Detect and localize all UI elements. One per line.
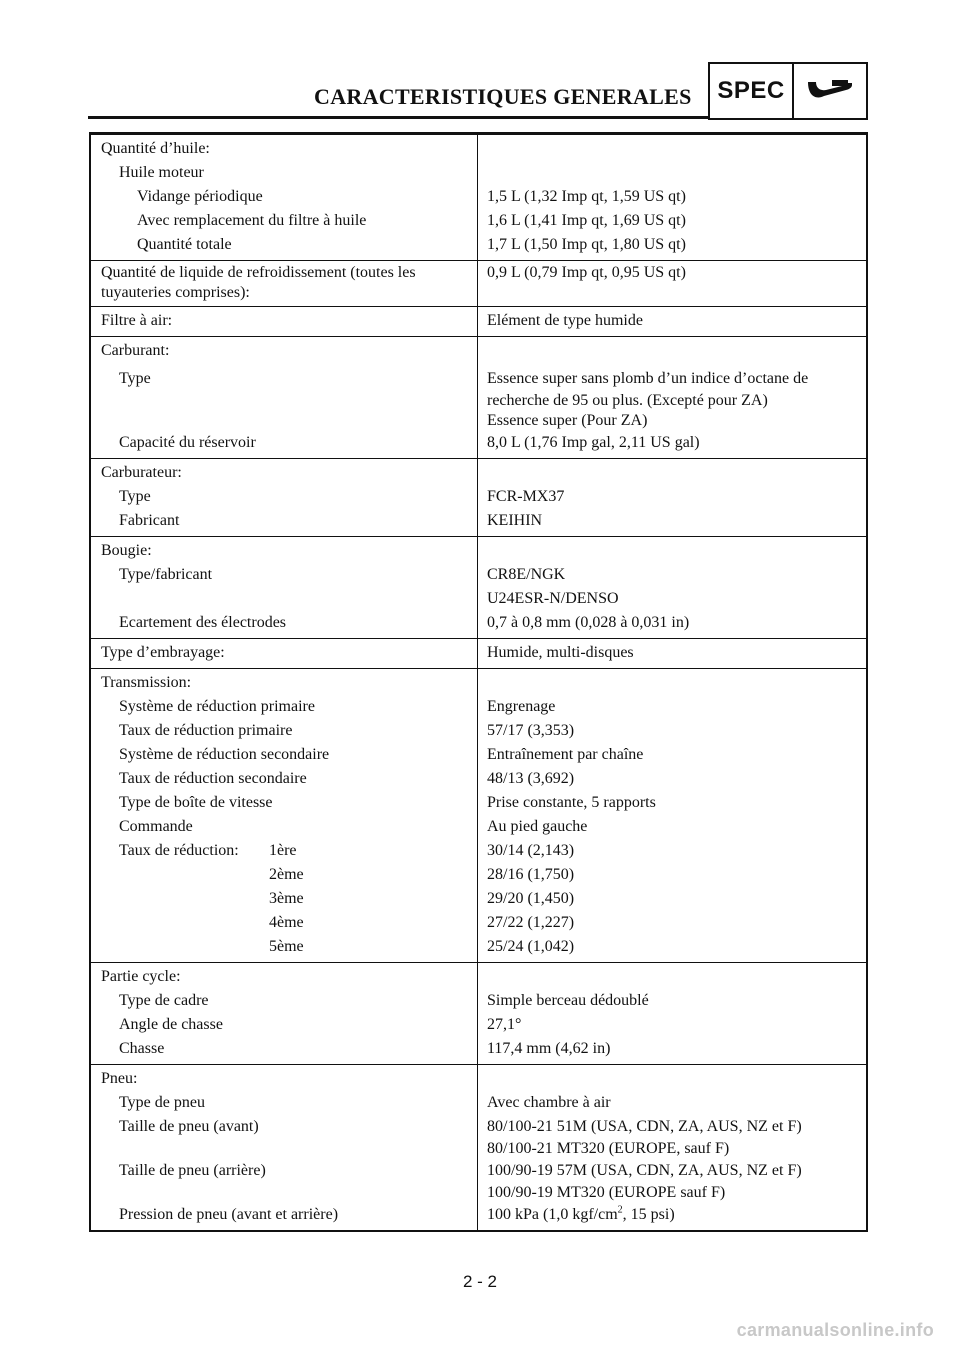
spec-label: Type de cadre [119,992,209,1009]
spec-value: 29/20 (1,450) [487,890,575,907]
spec-value-continued: U24ESR-N/DENSO [487,590,619,607]
spec-label: Chasse [119,1040,165,1057]
spec-value: Simple berceau dédoublé [487,992,649,1009]
spec-value-continued: 100/90-19 MT320 (EUROPE sauf F) [487,1184,726,1201]
spec-label: Quantité de liquide de refroidissement (toutes les [101,264,416,281]
spec-label: Taux de réduction: [119,842,239,859]
spec-value: 57/17 (3,353) [487,722,575,739]
section-title: Pneu: [101,1070,138,1087]
spec-label: Avec remplacement du filtre à huile [137,212,367,229]
spec-badge-label: SPEC [710,64,794,118]
spec-value: KEIHIN [487,512,543,529]
spec-label: Type [119,370,151,387]
spec-value: 1,7 L (1,50 Imp qt, 1,80 US qt) [487,236,686,253]
gear-label: 1ère [269,842,297,859]
spec-value: CR8E/NGK [487,566,566,583]
spec-value: Humide, multi-disques [487,644,634,661]
pressure-value-tail: , 15 psi) [622,1206,675,1223]
spec-value: 100/90-19 57M (USA, CDN, ZA, AUS, NZ et F) [487,1162,802,1179]
spec-label: Type/fabricant [119,566,213,583]
spec-value: Elément de type humide [487,312,643,329]
spec-value: Prise constante, 5 rapports [487,794,656,811]
spec-label: Quantité totale [137,236,232,253]
spec-value: 27,1° [487,1016,522,1033]
spec-value-continued: Essence super (Pour ZA) [487,412,648,429]
spec-value: 0,9 L (0,79 Imp qt, 0,95 US qt) [487,264,686,281]
spec-label: Capacité du réservoir [119,434,256,451]
spec-value: 28/16 (1,750) [487,866,575,883]
column-divider [477,134,478,1230]
spec-label: Pression de pneu (avant et arrière) [119,1206,339,1223]
section-filtre-air [91,306,866,336]
spec-value-continued: recherche de 95 ou plus. (Excepté pour ZA) [487,392,768,409]
page-title: CARACTERISTIQUES GENERALES [314,84,692,109]
spec-label: Angle de chasse [119,1016,223,1033]
section-pneu [91,1064,866,1230]
section-carburant [91,336,866,458]
spec-label: Type d’embrayage: [101,644,225,661]
spec-label-continued: tuyauteries comprises): [101,284,250,301]
section-embrayage [91,638,866,668]
wrench-icon [794,64,866,118]
superscript-unit: 2 [617,1204,623,1216]
spec-badge [708,62,868,120]
subsection-title: Huile moteur [119,164,204,181]
spec-label: Ecartement des électrodes [119,614,287,631]
spec-table [89,132,868,1232]
spec-label: Système de réduction primaire [119,698,315,715]
spec-value: 117,4 mm (4,62 in) [487,1040,611,1057]
spec-value: Essence super sans plomb d’un indice d’octane de [487,370,809,387]
spec-value-continued: 80/100-21 MT320 (EUROPE, sauf F) [487,1140,730,1157]
spec-label: Type de pneu [119,1094,205,1111]
spec-label: Vidange périodique [137,188,263,205]
spec-value: Avec chambre à air [487,1094,611,1111]
spec-value [478,1203,866,1227]
spec-label: Taux de réduction primaire [119,722,293,739]
spec-value: 1,5 L (1,32 Imp qt, 1,59 US qt) [487,188,686,205]
watermark: carmanualsonline.info [736,1320,934,1340]
section-title: Quantité d’huile: [101,140,210,157]
spec-value: 8,0 L (1,76 Imp gal, 2,11 US gal) [487,434,700,451]
section-quantite-huile [91,134,866,260]
section-title: Carburant: [101,342,170,359]
spec-label: Taille de pneu (avant) [119,1118,259,1135]
spec-value: 48/13 (3,692) [487,770,575,787]
spec-label: Type de boîte de vitesse [119,794,273,811]
section-title: Bougie: [101,542,152,559]
gear-label: 3ème [269,890,304,907]
gear-label: 2ème [269,866,304,883]
spec-label: Filtre à air: [101,312,173,329]
section-title: Carburateur: [101,464,182,481]
spec-value: Entraînement par chaîne [487,746,644,763]
section-title: Partie cycle: [101,968,181,985]
spec-value: 27/22 (1,227) [487,914,575,931]
page-number: 2 - 2 [462,1272,498,1291]
gear-label: 5ème [269,938,304,955]
spec-value: FCR-MX37 [487,488,565,505]
pressure-value-main: 100 kPa (1,0 kgf/cm [487,1206,618,1223]
section-title: Transmission: [101,674,192,691]
section-transmission [91,668,866,962]
spec-label: Commande [119,818,193,835]
spec-label: Fabricant [119,512,180,529]
spec-label: Système de réduction secondaire [119,746,330,763]
spec-value: 0,7 à 0,8 mm (0,028 à 0,031 in) [487,614,690,631]
section-partie-cycle [91,962,866,1064]
section-bougie [91,536,866,638]
spec-value: 1,6 L (1,41 Imp qt, 1,69 US qt) [487,212,686,229]
spec-value: 30/14 (2,143) [487,842,575,859]
header-rule [88,116,710,119]
spec-label: Type [119,488,151,505]
spec-value: Au pied gauche [487,818,588,835]
spec-value: Engrenage [487,698,556,715]
section-carburateur [91,458,866,536]
spec-value: 80/100-21 51M (USA, CDN, ZA, AUS, NZ et F) [487,1118,802,1135]
spec-value: 25/24 (1,042) [487,938,575,955]
gear-label: 4ème [269,914,304,931]
spec-label: Taille de pneu (arrière) [119,1162,266,1179]
spec-label: Taux de réduction secondaire [119,770,307,787]
section-refroidissement [91,260,866,306]
